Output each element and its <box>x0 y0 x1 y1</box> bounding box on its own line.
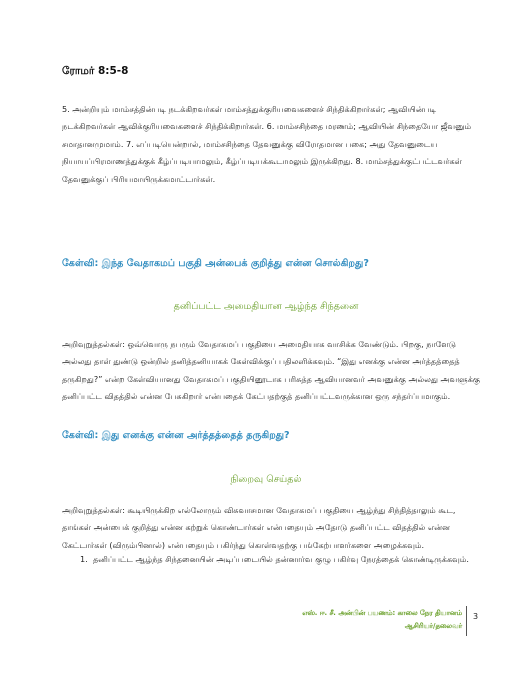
page-number: 3 <box>473 612 479 621</box>
footer-title: எஸ். ஈ. சீ. அன்பின் பயணம்: காலை நேர தியானம் <box>302 609 462 617</box>
instructions-closing: அறிவுறுத்தல்கள்: கூடியிருக்கிற எல்லோரும் விசுவாசமான வேதாகமப் பகுதியை ஆழ்ந்து சிந்தித்தாலும் கூட, தாங்கள் அன்பைக் குறித்து என்ன கற்றுக் கொண்டார்கள் என்பதையும் அதோடு தனிப்பட்ட விதத்தில் என்ன கேட்டார்கள் (விரும்பினால்) என்பதையும் பகிர்ந்து கொள்வதற்கு பங்கேற்பாளர்களை அழைக்கவும். <box>62 505 456 550</box>
section-title-reflection: தனிப்பட்ட அமைதியான ஆழ்ந்த சிந்தனை <box>173 301 359 312</box>
scripture-reference: ரோமர் 8:5-8 <box>62 65 129 77</box>
list-item-text: தனிப்பட்ட ஆழ்ந்த சிந்தனையின் அடிப்படையில் தன்னார்வ குழு பகிர்வு நேரத்தைக் கொண்டிருக்கவும். <box>93 554 469 564</box>
question-heading-1: கேள்வி: இந்த வேதாகமப் பகுதி அன்பைக் குறித்து என்ன சொல்கிறது? <box>62 258 369 269</box>
section-title-closing: நிறைவு செய்தல் <box>230 474 302 485</box>
question-heading-2: கேள்வி: இது எனக்கு என்ன அர்த்தத்தைத் தருகிறது? <box>62 430 290 441</box>
instructions-reflection: அறிவுறுத்தல்கள்: ஒவ்வொரு நபரும் வேதாகமப் பகுதியை அமைதியாக வாசிக்க வேண்டும். பிறகு, நாளேடு அல்லது தாள் துண்டு ஒன்றில் தனித்தனியாகக் கேள்விக்குப் பதிலளிக்கவும். “இது எனக்கு என்ன அர்த்தத்தைத் தருகிறது?” என்ற கேள்வியானது வேதாகமப் பகுதியினூடாக பரிசுத்த ஆவியானவர் அவனுக்கு அல்லது அவளுக்கு தனிப்பட்ட விதத்தில் என்ன பேசுகிறார் என்பதைக் கேட்பதற்குத் தனிப்பட்டவருக்கான ஒரு சந்தர்ப்பமாகும். <box>62 339 481 402</box>
scripture-passage: 5. அன்றியும் மாம்சத்தின்படி நடக்கிறவர்கள் மாம்சத்துக்குரியவைகளைச் சிந்திக்கிறார்கள்; ஆவியின்படி நடக்கிறவர்கள் ஆவிக்குரியவைகளைச் சிந்திக்கிறார்கள். 6. மாம்சசிந்தை மரணம்; ஆவியின் சிந்தையோ ஜீவனும் சமாதானமுமாம். 7. எப்படியென்றால், மாம்சசிந்தை தேவனுக்கு விரோதமான பகை; அது தேவனுடைய நியாயப்பிரமாணத்துக்குக் கீழ்ப்படியாமலும், கீழ்ப்படியக்கூடாமலும் இருக்கிறது. 8. மாம்சத்துக்குட்பட்டவர்கள் தேவனுக்குப் பிரியமாயிருக்கமாட்டார்கள். <box>62 104 472 184</box>
list-item-number: 1. <box>80 554 88 564</box>
footer-divider <box>466 606 467 636</box>
footer-subtitle: ஆசிரியர்/தலைவர் <box>404 622 462 630</box>
